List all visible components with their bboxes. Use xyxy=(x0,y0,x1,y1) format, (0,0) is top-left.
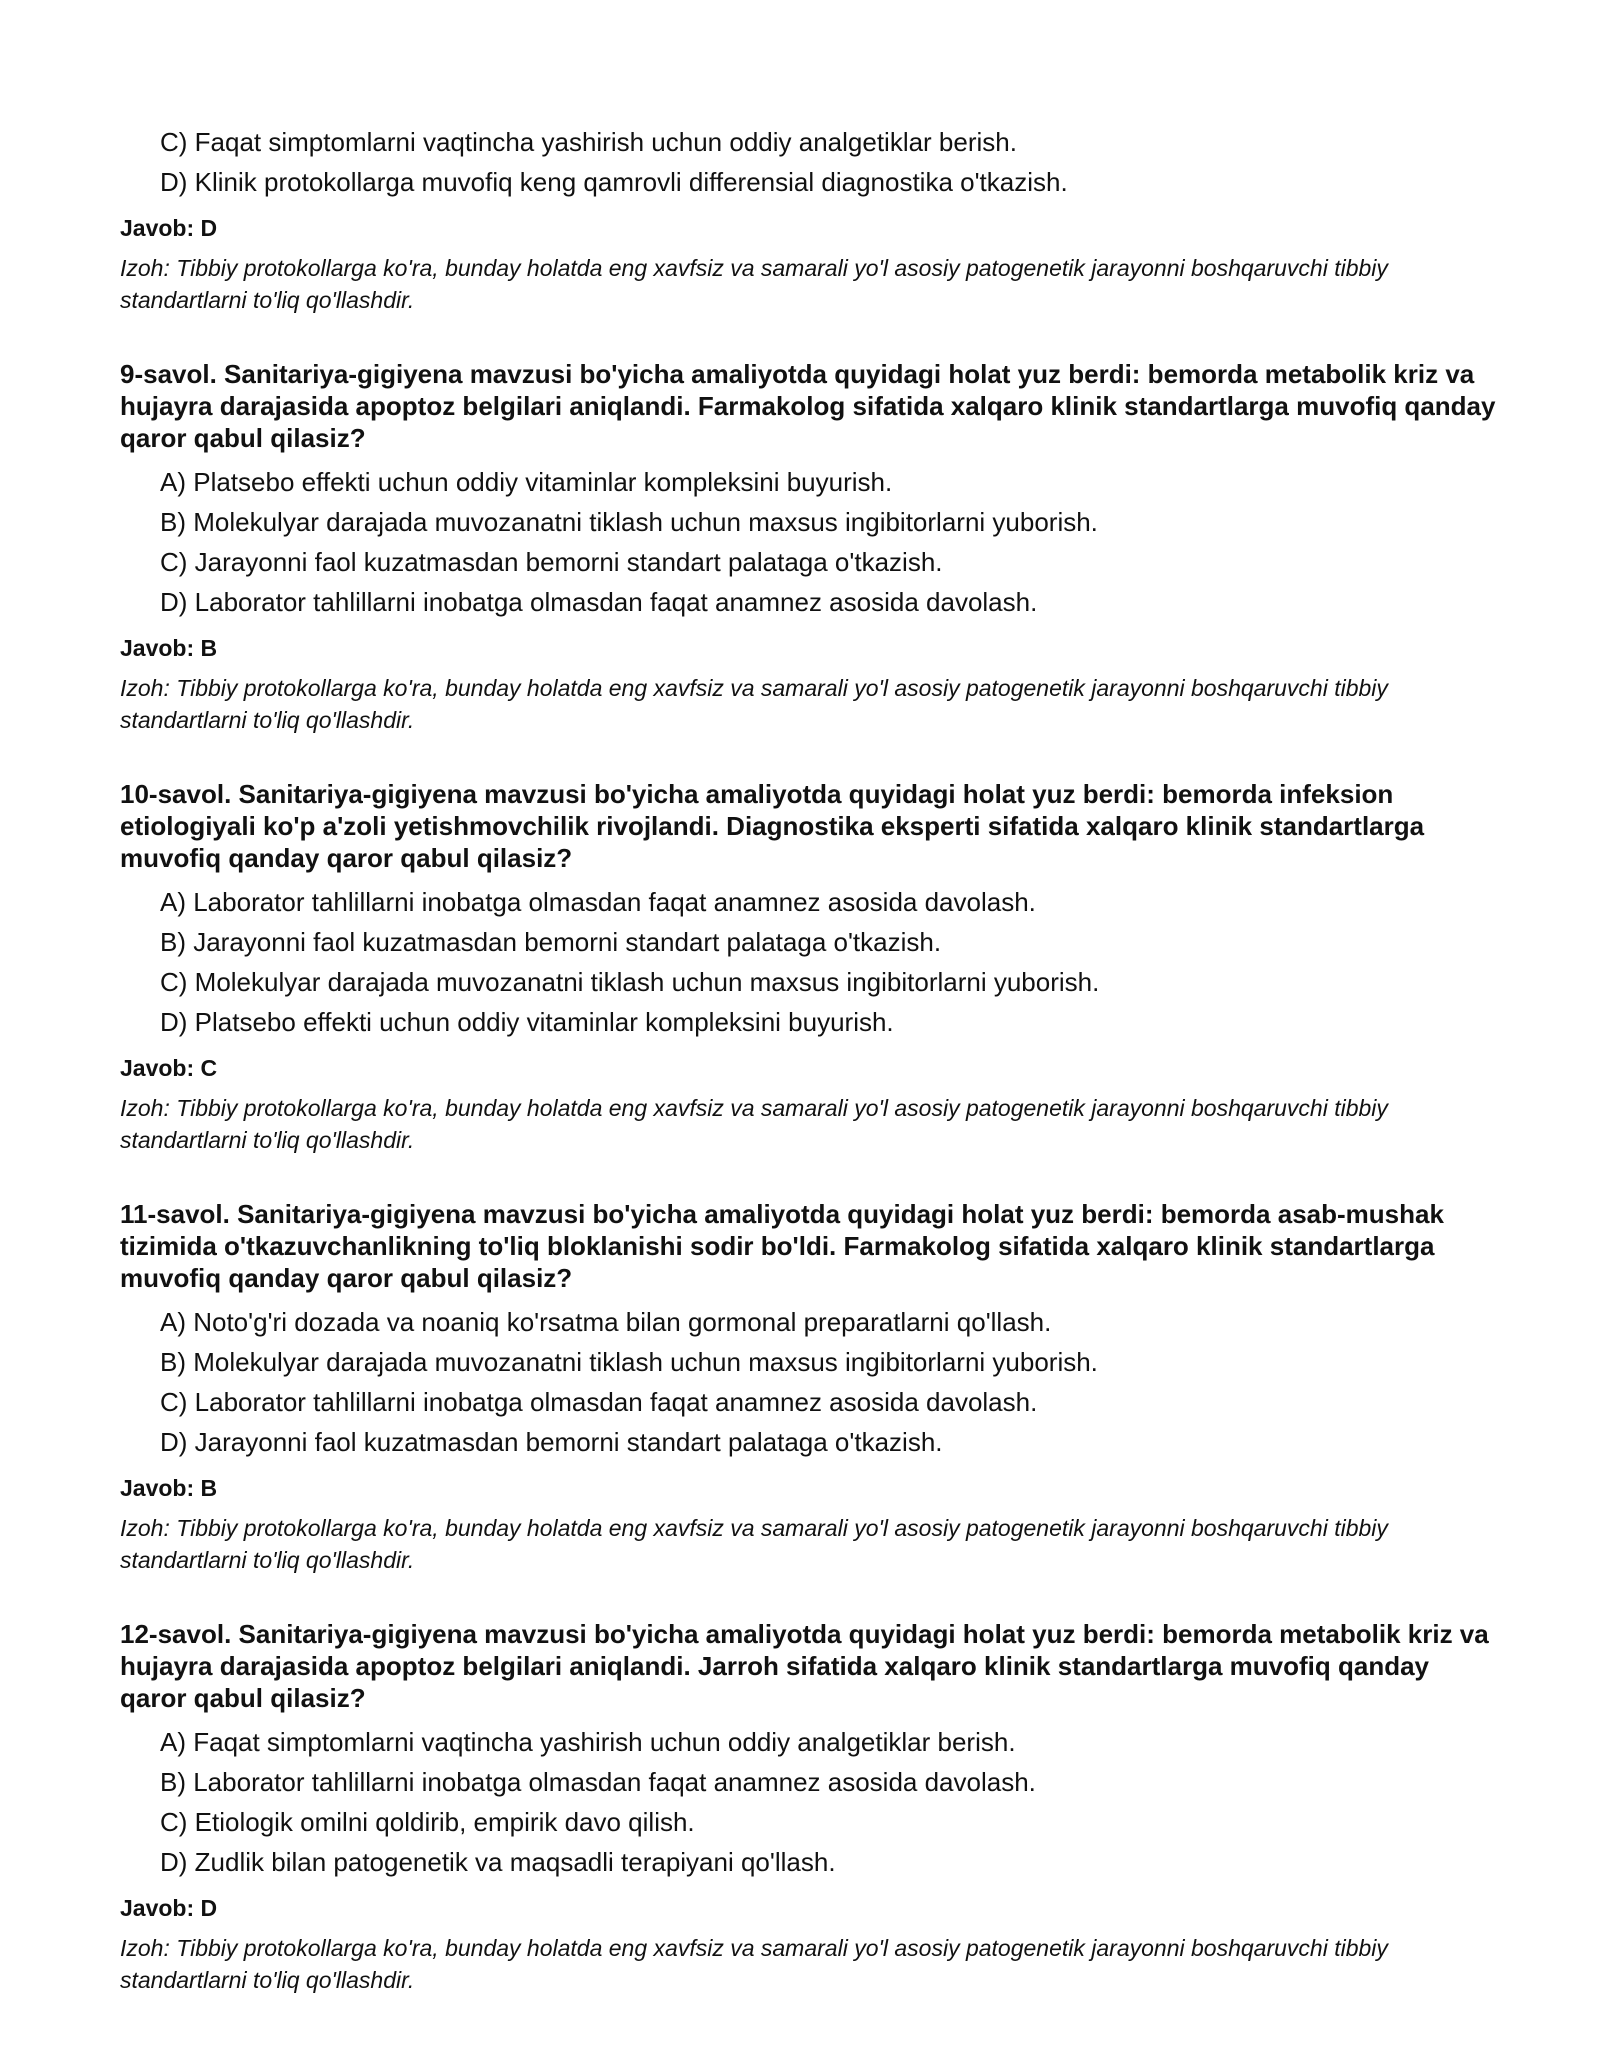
question-text: 11-savol. Sanitariya-gigiyena mavzusi bo'yicha amaliyotda quyidagi holat yuz berdi: bemorda asab-mushak tizimida o'tkazuvchanlikning to'liq bloklanishi sodir bo'ldi. Farmakolog sifatida xalqaro klinik standartlarga muvofiq qanday qaror qabul qilasiz? xyxy=(120,1199,1444,1293)
answer-label: Javob: D xyxy=(120,215,218,241)
answer-label: Javob: B xyxy=(120,635,218,661)
question-block-9 xyxy=(120,358,1500,736)
answer-label: Javob: D xyxy=(120,1895,218,1921)
option-b: B) Molekulyar darajada muvozanatni tiklash uchun maxsus ingibitorlarni yuborish. xyxy=(160,507,1098,537)
option-d: D) Platsebo effekti uchun oddiy vitaminlar kompleksini buyurish. xyxy=(160,1007,894,1037)
option-c: C) Etiologik omilni qoldirib, empirik davo qilish. xyxy=(160,1807,695,1837)
explanation-note: Izoh: Tibbiy protokollarga ko'ra, bunday holatda eng xavfsiz va samarali yo'l asosiy patogenetik jarayonni boshqaruvchi tibbiy standartlarni to'liq qo'llashdir. xyxy=(120,675,1388,733)
option-c: C) Molekulyar darajada muvozanatni tiklash uchun maxsus ingibitorlarni yuborish. xyxy=(160,967,1100,997)
answer-label: Javob: B xyxy=(120,1475,218,1501)
question-text: 10-savol. Sanitariya-gigiyena mavzusi bo'yicha amaliyotda quyidagi holat yuz berdi: bemorda infeksion etiologiyali ko'p a'zoli yetishmovchilik rivojlandi. Diagnostika eksperti sifatida xalqaro klinik standartlarga muvofiq qanday qaror qabul qilasiz? xyxy=(120,779,1425,873)
question-text: 9-savol. Sanitariya-gigiyena mavzusi bo'yicha amaliyotda quyidagi holat yuz berdi: bemorda metabolik kriz va hujayra darajasida apoptoz belgilari aniqlandi. Farmakolog sifatida xalqaro klinik standartlarga muvofiq qanday qaror qabul qilasiz? xyxy=(120,359,1496,453)
explanation-note: Izoh: Tibbiy protokollarga ko'ra, bunday holatda eng xavfsiz va samarali yo'l asosiy patogenetik jarayonni boshqaruvchi tibbiy standartlarni to'liq qo'llashdir. xyxy=(120,1095,1388,1153)
option-b: B) Molekulyar darajada muvozanatni tiklash uchun maxsus ingibitorlarni yuborish. xyxy=(160,1347,1098,1377)
option-d: D) Jarayonni faol kuzatmasdan bemorni standart palataga o'tkazish. xyxy=(160,1427,943,1457)
option-c: C) Jarayonni faol kuzatmasdan bemorni standart palataga o'tkazish. xyxy=(160,547,943,577)
option-d: D) Laborator tahlillarni inobatga olmasdan faqat anamnez asosida davolash. xyxy=(160,587,1038,617)
option-b: B) Jarayonni faol kuzatmasdan bemorni standart palataga o'tkazish. xyxy=(160,927,942,957)
option-a: A) Platsebo effekti uchun oddiy vitaminlar kompleksini buyurish. xyxy=(160,467,893,497)
document-page xyxy=(120,122,1500,1996)
explanation-note: Izoh: Tibbiy protokollarga ko'ra, bunday holatda eng xavfsiz va samarali yo'l asosiy patogenetik jarayonni boshqaruvchi tibbiy standartlarni to'liq qo'llashdir. xyxy=(120,255,1388,313)
option-a: A) Noto'g'ri dozada va noaniq ko'rsatma bilan gormonal preparatlarni qo'llash. xyxy=(160,1307,1052,1337)
question-block-12 xyxy=(120,1618,1500,1996)
option-list xyxy=(120,882,1500,1042)
explanation-note: Izoh: Tibbiy protokollarga ko'ra, bunday holatda eng xavfsiz va samarali yo'l asosiy patogenetik jarayonni boshqaruvchi tibbiy standartlarni to'liq qo'llashdir. xyxy=(120,1935,1388,1993)
question-block-10 xyxy=(120,778,1500,1156)
question-block-11 xyxy=(120,1198,1500,1576)
option-list xyxy=(120,122,1500,202)
option-list xyxy=(120,1722,1500,1882)
option-d: D) Klinik protokollarga muvofiq keng qamrovli differensial diagnostika o'tkazish. xyxy=(160,167,1068,197)
option-c: C) Faqat simptomlarni vaqtincha yashirish uchun oddiy analgetiklar berish. xyxy=(160,127,1017,157)
option-a: A) Laborator tahlillarni inobatga olmasdan faqat anamnez asosida davolash. xyxy=(160,887,1036,917)
explanation-note: Izoh: Tibbiy protokollarga ko'ra, bunday holatda eng xavfsiz va samarali yo'l asosiy patogenetik jarayonni boshqaruvchi tibbiy standartlarni to'liq qo'llashdir. xyxy=(120,1515,1388,1573)
option-b: B) Laborator tahlillarni inobatga olmasdan faqat anamnez asosida davolash. xyxy=(160,1767,1036,1797)
option-list xyxy=(120,462,1500,622)
question-text: 12-savol. Sanitariya-gigiyena mavzusi bo'yicha amaliyotda quyidagi holat yuz berdi: bemorda metabolik kriz va hujayra darajasida apoptoz belgilari aniqlandi. Jarroh sifatida xalqaro klinik standartlarga muvofiq qanday qaror qabul qilasiz? xyxy=(120,1619,1489,1713)
option-c: C) Laborator tahlillarni inobatga olmasdan faqat anamnez asosida davolash. xyxy=(160,1387,1038,1417)
answer-label: Javob: C xyxy=(120,1055,218,1081)
option-a: A) Faqat simptomlarni vaqtincha yashirish uchun oddiy analgetiklar berish. xyxy=(160,1727,1016,1757)
option-list xyxy=(120,1302,1500,1462)
question-8-continuation xyxy=(120,122,1500,316)
option-d: D) Zudlik bilan patogenetik va maqsadli terapiyani qo'llash. xyxy=(160,1847,836,1877)
